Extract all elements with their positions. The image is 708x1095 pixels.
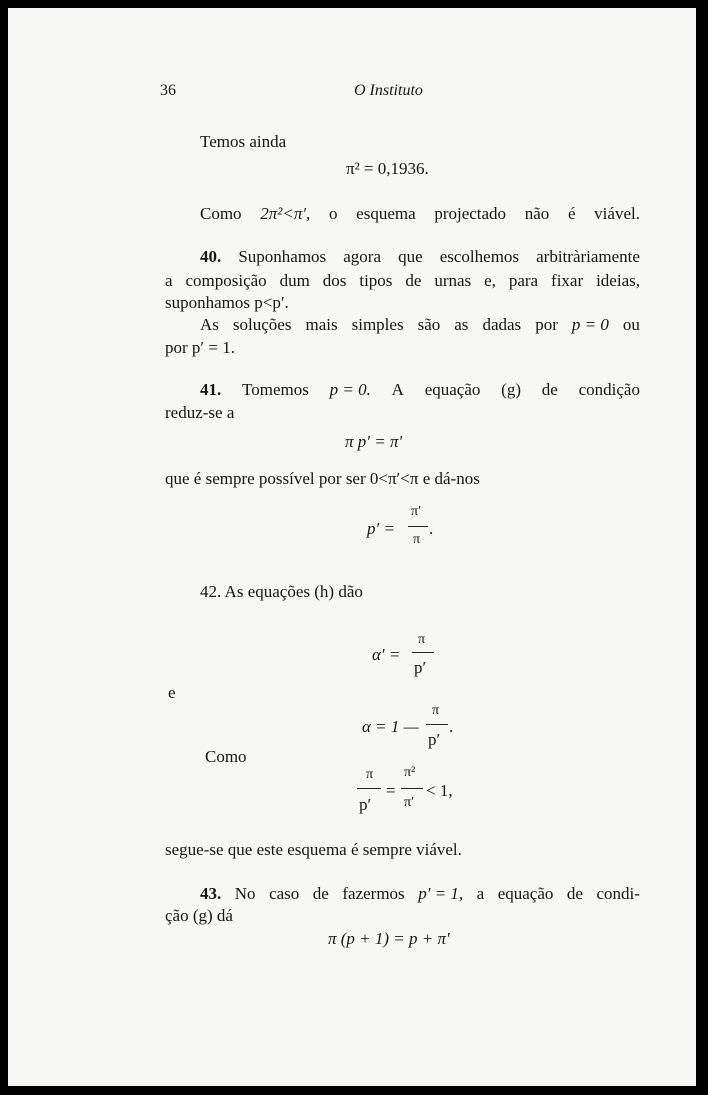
- fraction-bar: [357, 788, 381, 789]
- fraction-numerator: π: [366, 767, 374, 782]
- fraction-bar: [408, 526, 428, 527]
- fraction-denominator: p′: [414, 658, 427, 677]
- formula-lhs: α = 1 —: [362, 717, 419, 736]
- text-line: a composição dum dos tipos de urnas e, para fixar ideias,: [165, 271, 640, 290]
- fraction-denominator: p′: [428, 730, 441, 749]
- running-title: O Instituto: [354, 82, 423, 99]
- section-43-first-line: 43. No caso de fazermos p′ = 1, a equação de condi-: [200, 884, 640, 903]
- text-line: suponhamos p<p′.: [165, 293, 289, 312]
- text-line: Como: [205, 747, 247, 766]
- fraction-denominator: p′: [359, 795, 372, 814]
- text-line: ção (g) dá: [165, 906, 233, 925]
- formula-lhs: p′ =: [367, 519, 395, 538]
- fraction-bar: [412, 652, 434, 653]
- equals-sign: =: [386, 781, 396, 800]
- equation: π² = 0,1936.: [346, 159, 429, 178]
- fraction-numerator: π: [418, 632, 426, 647]
- fraction-numerator: π²: [404, 765, 416, 780]
- document-page: [8, 8, 696, 1086]
- text-line: reduz-se a: [165, 403, 235, 422]
- section-41-first-line: 41. Tomemos p = 0. A equação (g) de condição: [200, 380, 640, 399]
- text-line: Como 2π²<π′, o esquema projectado não é viável.: [200, 204, 640, 223]
- formula-lhs: α′ =: [372, 645, 401, 664]
- formula-end: < 1,: [426, 781, 453, 800]
- text-line: segue-se que este esquema é sempre viável.: [165, 840, 462, 859]
- fraction-bar: [426, 724, 448, 725]
- formula-end: .: [449, 717, 454, 736]
- fraction-denominator: π′: [404, 795, 415, 810]
- text-line: As soluções mais simples são as dadas por p = 0 ou: [200, 315, 640, 334]
- fraction-bar: [401, 788, 423, 789]
- fraction-numerator: π: [432, 703, 440, 718]
- formula-end: .: [429, 519, 434, 538]
- fraction-numerator: π′: [411, 504, 422, 519]
- equation: π p′ = π′: [345, 432, 403, 451]
- page-number: 36: [160, 82, 176, 99]
- section-42-first-line: 42. As equações (h) dão: [200, 582, 363, 601]
- text-line: e: [168, 683, 176, 702]
- text-line: por p′ = 1.: [165, 338, 235, 357]
- text-line: Temos ainda: [200, 132, 287, 151]
- section-40-first-line: 40. Suponhamos agora que escolhemos arbitràriamente: [200, 247, 640, 266]
- text-line: que é sempre possível por ser 0<π′<π e dá-nos: [165, 469, 480, 488]
- fraction-denominator: π: [413, 532, 421, 547]
- equation: π (p + 1) = p + π′: [328, 929, 450, 948]
